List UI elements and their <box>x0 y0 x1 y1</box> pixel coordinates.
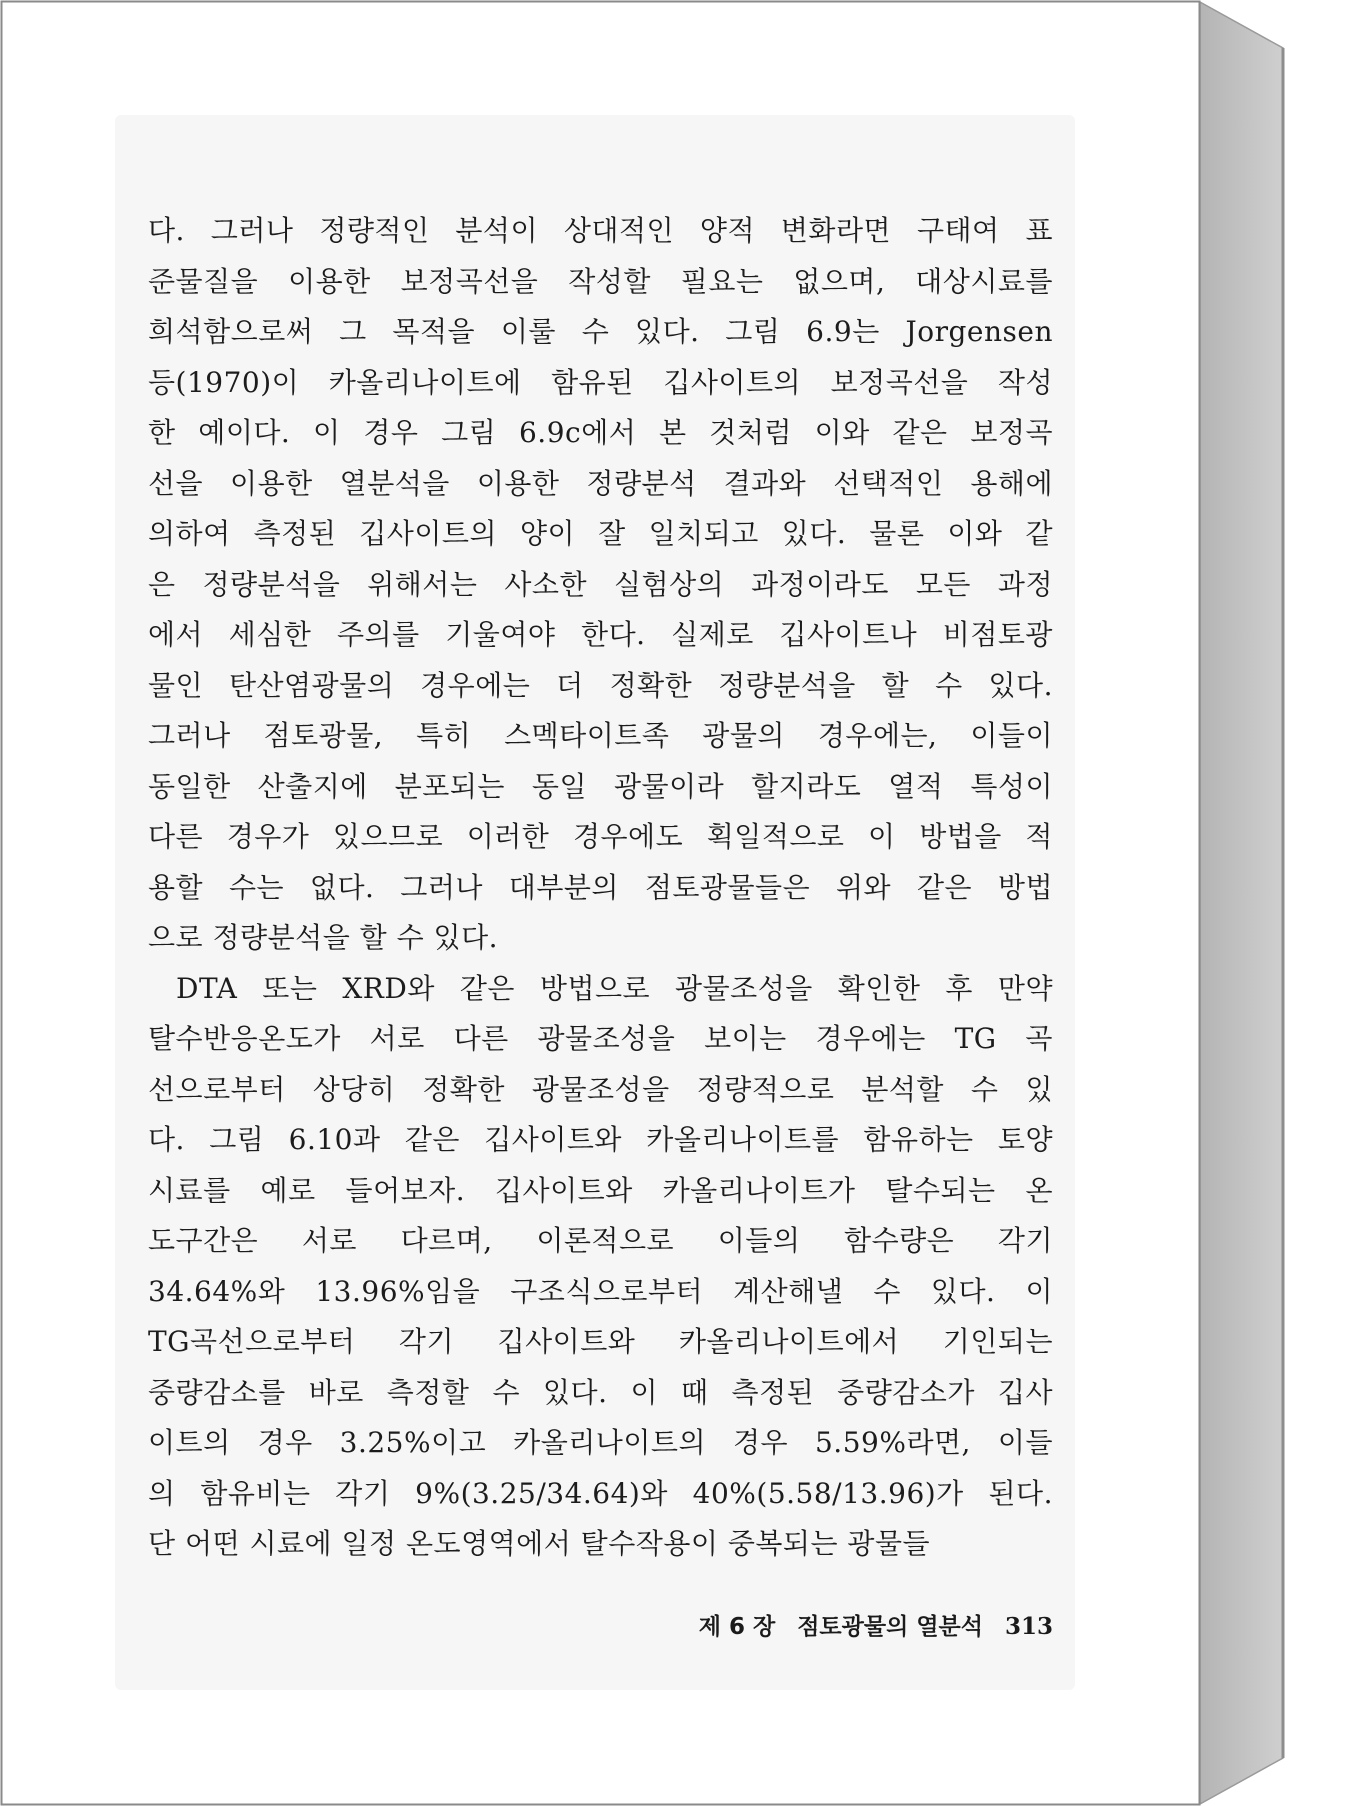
text-line: 용할 수는 없다. 그러나 대부분의 점토광물들은 위와 같은 방법 <box>148 870 1053 904</box>
text-line: 도구간은 서로 다르며, 이론적으로 이들의 함수량은 각기 <box>148 1224 1053 1257</box>
body-text <box>148 206 1053 1570</box>
text-line: 34.64%와 13.96%임을 구조식으로부터 계산해낼 수 있다. 이 <box>148 1274 1053 1308</box>
text-line: 탈수반응온도가 서로 다른 광물조성을 보이는 경우에는 TG 곡 <box>148 1022 1053 1055</box>
text-line: 다. 그러나 정량적인 분석이 상대적인 양적 변화라면 구태여 표 <box>148 214 1053 247</box>
text-line: 선으로부터 상당히 정확한 광물조성을 정량적으로 분석할 수 있 <box>148 1072 1053 1106</box>
text-line: 의하여 측정된 깁사이트의 양이 잘 일치되고 있다. 물론 이와 같 <box>148 517 1053 550</box>
text-line: 다른 경우가 있으므로 이러한 경우에도 획일적으로 이 방법을 적 <box>148 820 1053 853</box>
text-line: 준물질을 이용한 보정곡선을 작성할 필요는 없으며, 대상시료를 <box>148 264 1053 298</box>
text-line: 이트의 경우 3.25%이고 카올리나이트의 경우 5.59%라면, 이들 <box>148 1426 1053 1459</box>
text-line: 으로 정량분석을 할 수 있다. <box>148 921 499 954</box>
text-line: 에서 세심한 주의를 기울여야 한다. 실제로 깁사이트나 비점토광 <box>148 618 1053 651</box>
text-line: 그러나 점토광물, 특히 스멕타이트족 광물의 경우에는, 이들이 <box>148 719 1053 752</box>
text-line: 등(1970)이 카올리나이트에 함유된 깁사이트의 보정곡선을 작성 <box>148 365 1053 399</box>
footer-section-title: 점토광물의 열분석 <box>797 1614 983 1640</box>
text-line: TG곡선으로부터 각기 깁사이트와 카올리나이트에서 기인되는 <box>148 1325 1053 1358</box>
text-line: DTA 또는 XRD와 같은 방법으로 광물조성을 확인한 후 만약 <box>176 971 1053 1005</box>
page-footer <box>600 1608 1053 1641</box>
text-line: 중량감소를 바로 측정할 수 있다. 이 때 측정된 중량감소가 깁사 <box>148 1375 1053 1409</box>
text-line: 한 예이다. 이 경우 그림 6.9c에서 본 것처럼 이와 같은 보정곡 <box>148 416 1053 449</box>
page-number: 313 <box>1004 1613 1053 1640</box>
page-side-edge <box>1200 2 1283 1804</box>
text-line: 단 어떤 시료에 일정 온도영역에서 탈수작용이 중복되는 광물들 <box>148 1527 931 1560</box>
text-line: 시료를 예로 들어보자. 깁사이트와 카올리나이트가 탈수되는 온 <box>148 1173 1053 1207</box>
text-line: 물인 탄산염광물의 경우에는 더 정확한 정량분석을 할 수 있다. <box>148 668 1053 702</box>
text-line: 선을 이용한 열분석을 이용한 정량분석 결과와 선택적인 용해에 <box>148 466 1053 500</box>
text-line: 의 함유비는 각기 9%(3.25/34.64)와 40%(5.58/13.96)가 된다. <box>148 1476 1053 1510</box>
text-line: 은 정량분석을 위해서는 사소한 실험상의 과정이라도 모든 과정 <box>148 567 1053 601</box>
text-line: 희석함으로써 그 목적을 이룰 수 있다. 그림 6.9는 Jorgensen <box>148 315 1053 348</box>
text-line: 다. 그림 6.10과 같은 깁사이트와 카올리나이트를 함유하는 토양 <box>148 1123 1053 1156</box>
text-line: 동일한 산출지에 분포되는 동일 광물이라 할지라도 열적 특성이 <box>148 769 1053 803</box>
footer-chapter: 제 6 장 <box>698 1614 776 1640</box>
